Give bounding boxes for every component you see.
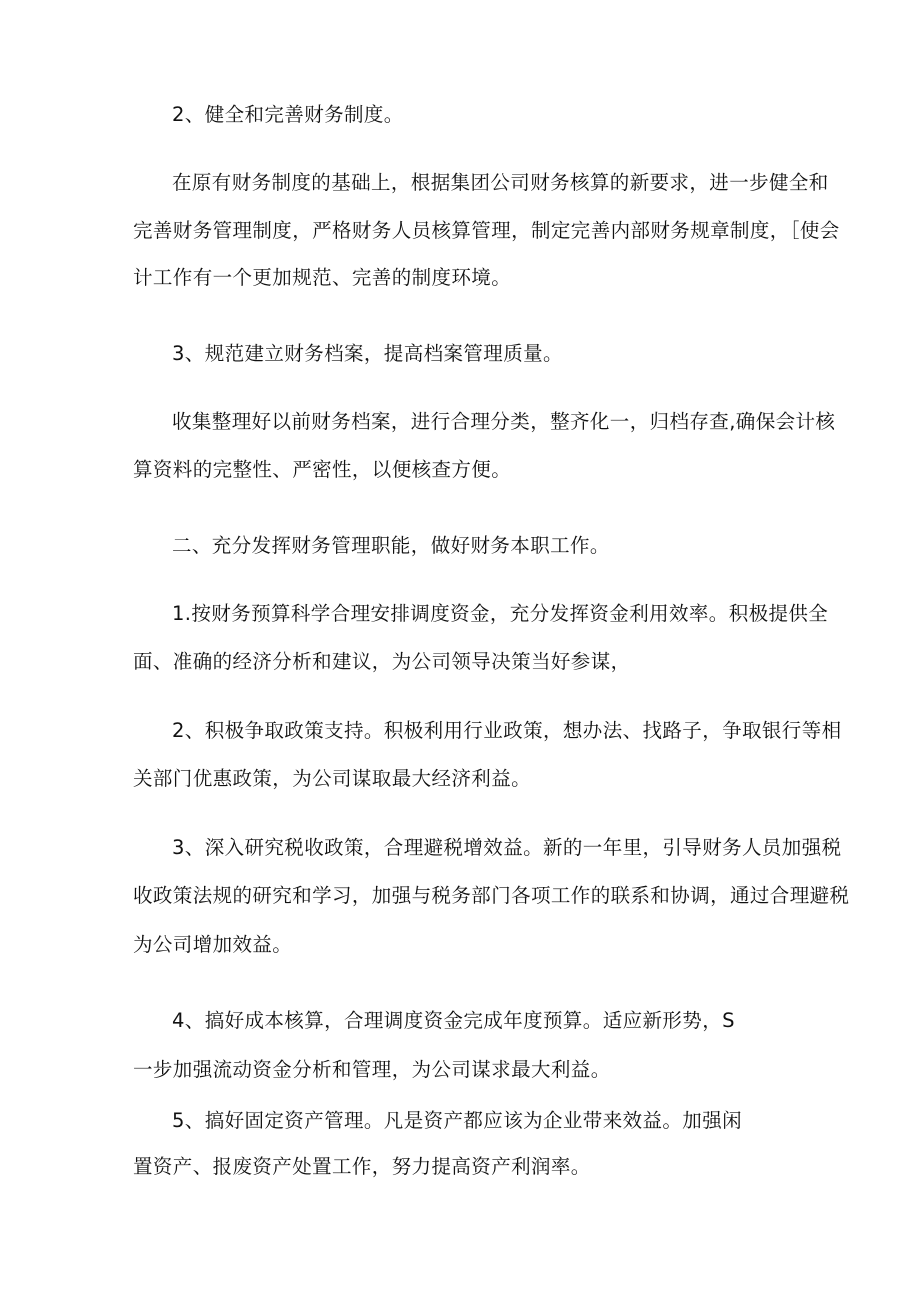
paragraph-line: 为公司增加效益。 xyxy=(133,933,293,956)
paragraph-line: 收集整理好以前财务档案，进行合理分类，整齐化一，归档存查,确保会计核 xyxy=(172,410,836,433)
paragraph-line: 1.按财务预算科学合理安排调度资金，充分发挥资金利用效率。积极提供全 xyxy=(172,602,829,625)
paragraph-line: 完善财务管理制度，严格财务人员核算管理，制定完善内部财务规章制度，［使会 xyxy=(133,219,840,242)
paragraph-line: 计工作有一个更加规范、完善的制度环境。 xyxy=(133,266,512,289)
paragraph-line: 一步加强流动资金分析和管理，为公司谋求最大利益。 xyxy=(133,1058,611,1081)
paragraph-line: 2、积极争取政策支持。积极利用行业政策，想办法、找路子，争取银行等相 xyxy=(172,719,842,742)
paragraph-line: 5、搞好固定资产管理。凡是资产都应该为企业带来效益。加强闲 xyxy=(172,1109,743,1132)
heading-2-financial-system: 2、健全和完善财务制度。 xyxy=(172,103,404,126)
paragraph-line: 置资产、报废资产处置工作，努力提高资产利润率。 xyxy=(133,1155,591,1178)
paragraph-line: 在原有财务制度的基础上，根据集团公司财务核算的新要求，进一步健全和 xyxy=(172,171,829,194)
paragraph-line: 3、深入研究税收政策，合理避税增效益。新的一年里，引导财务人员加强税 xyxy=(172,836,842,859)
section-heading-2: 二、充分发挥财务管理职能，做好财务本职工作。 xyxy=(172,534,610,557)
paragraph-line: 算资料的完整性、严密性，以便核查方便。 xyxy=(133,458,512,481)
paragraph-line: 4、搞好成本核算，合理调度资金完成年度预算。适应新形势，S xyxy=(172,1009,735,1032)
heading-3-financial-archive: 3、规范建立财务档案，提高档案管理质量。 xyxy=(172,342,563,365)
paragraph-line: 关部门优惠政策，为公司谋取最大经济利益。 xyxy=(133,767,532,790)
paragraph-line: 面、准确的经济分析和建议，为公司领导决策当好参谋， xyxy=(133,650,631,673)
paragraph-line: 收政策法规的研究和学习，加强与税务部门各项工作的联系和协调，通过合理避税 xyxy=(133,884,850,907)
